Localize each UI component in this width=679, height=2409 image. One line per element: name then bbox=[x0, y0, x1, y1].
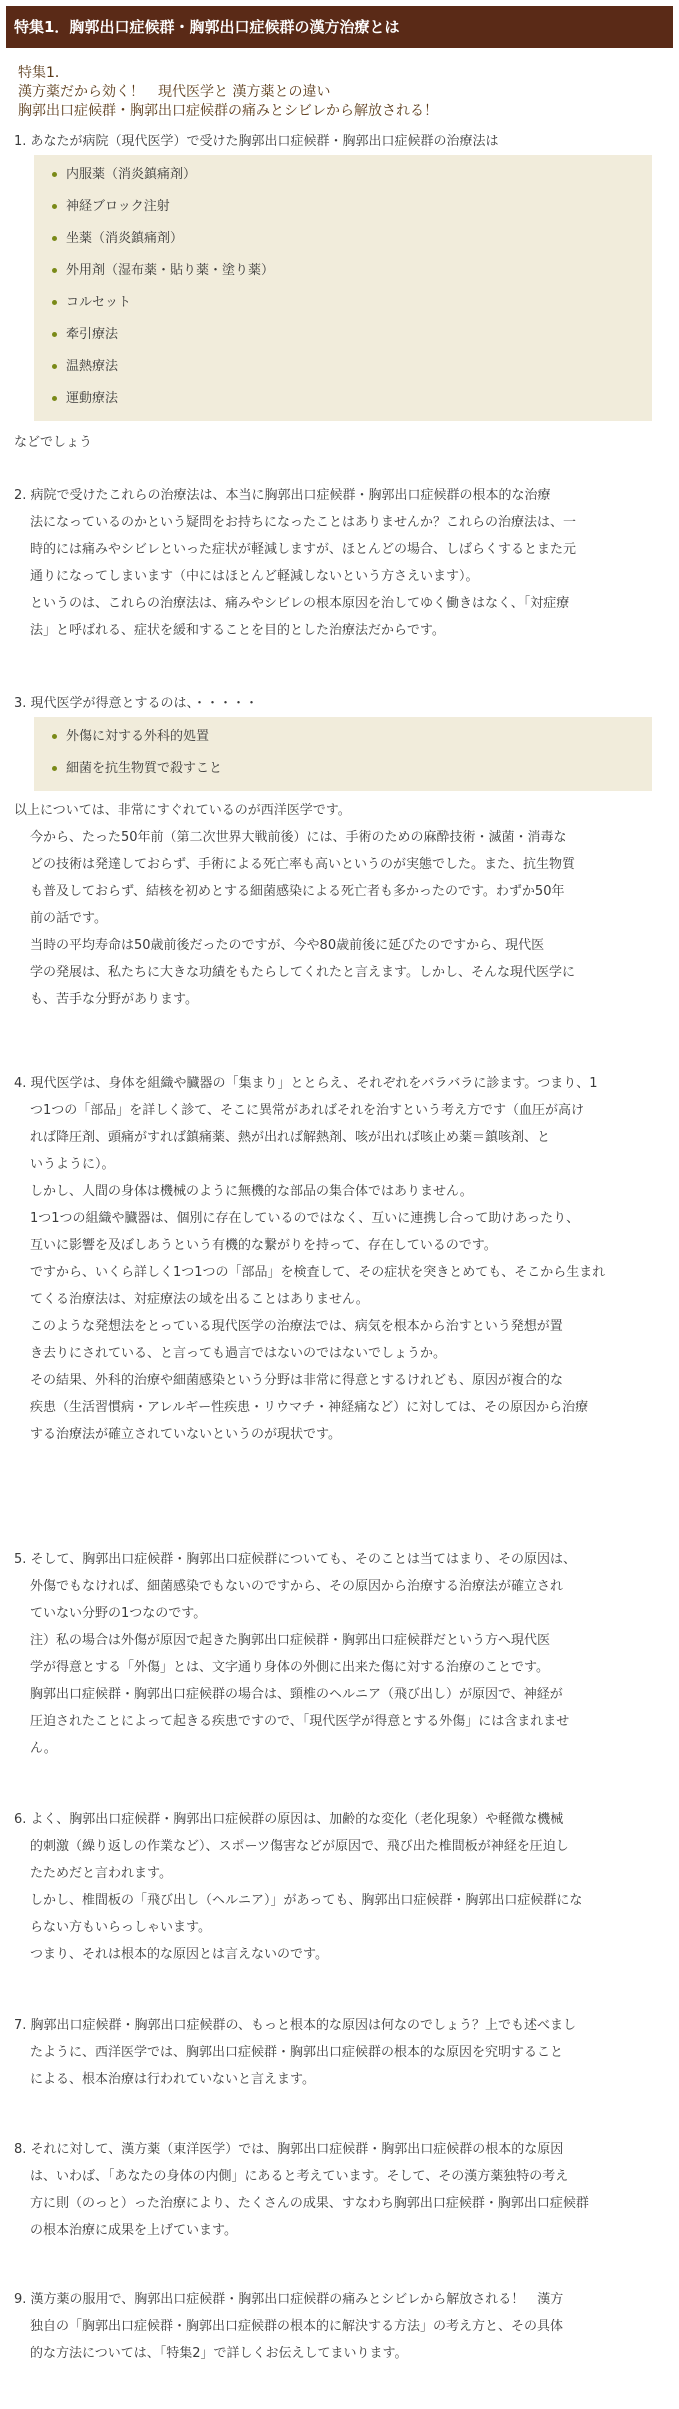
paragraph-line: 法になっているのかという疑問をお持ちになったことはありませんか？これらの治療法は、一 bbox=[30, 515, 577, 530]
paragraph-line: の根本治療に成果を上げています。 bbox=[30, 2223, 237, 2238]
intro-line: 漢方薬だから効く！ 現代医学と 漢方薬との違い bbox=[18, 84, 331, 100]
intro-line: 特集1． bbox=[18, 65, 69, 81]
paragraph-line: らない方もいらっしゃいます。 bbox=[30, 1920, 211, 1935]
list-item: コルセット bbox=[34, 287, 652, 319]
paragraph-line: 今から、たった50年前（第二次世界大戦前後）には、手術のための麻酔技術・滅菌・消毒な bbox=[30, 830, 567, 845]
paragraph-line: 以上については、非常にすぐれているのが西洋医学です。 bbox=[14, 803, 351, 818]
paragraph-line: ですから、いくら詳しく1つ1つの「部品」を検査して、その症状を突きとめても、そこから生まれ bbox=[30, 1265, 606, 1280]
section-1-lead: 1. あなたが病院（現代医学）で受けた胸郭出口症候群・胸郭出口症候群の治療法は bbox=[14, 134, 499, 149]
paragraph-line: つまり、それは根本的な原因とは言えないのです。 bbox=[30, 1947, 328, 1962]
section-1 bbox=[14, 128, 666, 456]
paragraph-line: 5. そして、胸郭出口症候群・胸郭出口症候群についても、そのことは当てはまり、その原因は、 bbox=[14, 1552, 577, 1567]
section-2 bbox=[14, 482, 666, 644]
paragraph-line: ていない分野の1つなのです。 bbox=[30, 1606, 207, 1621]
paragraph-line: つ1つの「部品」を詳しく診て、そこに異常があればそれを治すという考え方です（血圧が高け bbox=[30, 1103, 585, 1118]
section-8 bbox=[14, 2136, 666, 2244]
paragraph-line: いうように）。 bbox=[30, 1157, 115, 1172]
section-1-tail: などでしょう bbox=[14, 435, 93, 450]
treatment-list bbox=[34, 155, 652, 421]
paragraph-line: も普及しておらず、結核を初めとする細菌感染による死亡者も多かったのです。わずか50年 bbox=[30, 884, 565, 899]
paragraph-line: 疾患（生活習慣病・アレルギー性疾患・リウマチ・神経痛など）に対しては、その原因から治療 bbox=[30, 1400, 589, 1415]
paragraph-line: 当時の平均寿命は50歳前後だったのですが、今や80歳前後に延びたのですから、現代医 bbox=[30, 938, 545, 953]
paragraph-line: 方に則（のっと）った治療により、たくさんの成果、すなわち胸郭出口症候群・胸郭出口症候群 bbox=[30, 2196, 589, 2211]
paragraph-line: 法」と呼ばれる、症状を緩和することを目的とした治療法だからです。 bbox=[30, 623, 445, 638]
paragraph-line: 互いに影響を及ぼしあうという有機的な繋がりを持って、存在しているのです。 bbox=[30, 1238, 497, 1253]
paragraph-line: たように、西洋医学では、胸郭出口症候群・胸郭出口症候群の根本的な原因を究明すること bbox=[30, 2045, 564, 2060]
paragraph-line: 4. 現代医学は、身体を組織や臓器の「集まり」ととらえ、それぞれをバラバラに診ます。つまり、1 bbox=[14, 1076, 598, 1091]
section-6 bbox=[14, 1806, 666, 1968]
intro-line: 胸郭出口症候群・胸郭出口症候群の痛みとシビレから解放される！ bbox=[18, 103, 438, 119]
paragraph-line: 前の話です。 bbox=[30, 911, 107, 926]
paragraph-line: 的刺激（繰り返しの作業など）、スポーツ傷害などが原因で、飛び出た椎間板が神経を圧迫し bbox=[30, 1839, 569, 1854]
paragraph-line: 8. それに対して、漢方薬（東洋医学）では、胸郭出口症候群・胸郭出口症候群の根本的な原因 bbox=[14, 2142, 564, 2157]
paragraph-line: 的な方法については、「特集2」で詳しくお伝えしてまいります。 bbox=[30, 2346, 408, 2361]
list-item: 牽引療法 bbox=[34, 319, 652, 351]
paragraph-line: たためだと言われます。 bbox=[30, 1866, 172, 1881]
paragraph-line: 外傷でもなければ、細菌感染でもないのですから、その原因から治療する治療法が確立され bbox=[30, 1579, 564, 1594]
paragraph-line: 注）私の場合は外傷が原因で起きた胸郭出口症候群・胸郭出口症候群だという方へ現代医 bbox=[30, 1633, 551, 1648]
paragraph-line: 独自の「胸郭出口症候群・胸郭出口症候群の根本的に解決する方法」の考え方と、その具体 bbox=[30, 2319, 564, 2334]
paragraph-line: 胸郭出口症候群・胸郭出口症候群の場合は、頸椎のヘルニア（飛び出し）が原因で、神経が bbox=[30, 1687, 563, 1702]
paragraph-line: 7. 胸郭出口症候群・胸郭出口症候群の、もっと根本的な原因は何なのでしょう？上でも述べまし bbox=[14, 2018, 577, 2033]
list-item: 外傷に対する外科的処置 bbox=[34, 721, 652, 753]
paragraph-line: 9. 漢方薬の服用で、胸郭出口症候群・胸郭出口症候群の痛みとシビレから解放される！ 漢方 bbox=[14, 2292, 564, 2307]
paragraph-line: しかし、人間の身体は機械のように無機的な部品の集合体ではありません。 bbox=[30, 1184, 473, 1199]
paragraph-line: しかし、椎間板の「飛び出し（ヘルニア）」があっても、胸郭出口症候群・胸郭出口症候群にな bbox=[30, 1893, 583, 1908]
list-item: 温熱療法 bbox=[34, 351, 652, 383]
paragraph-line: その結果、外科的治療や細菌感染という分野は非常に得意とするけれども、原因が複合的な bbox=[30, 1373, 564, 1388]
paragraph-line: は、いわば、「あなたの身体の内側」にあると考えています。そして、その漢方薬独特の考え bbox=[30, 2169, 569, 2184]
paragraph-line: も、苦手な分野があります。 bbox=[30, 992, 198, 1007]
paragraph-line: どの技術は発達しておらず、手術による死亡率も高いというのが実態でした。また、抗生物質 bbox=[30, 857, 575, 872]
paragraph-line: 時的には痛みやシビレといった症状が軽減しますが、ほとんどの場合、しばらくするとまた元 bbox=[30, 542, 577, 557]
section-9 bbox=[14, 2286, 666, 2367]
paragraph-line: というのは、これらの治療法は、痛みやシビレの根本原因を治してゆく働きはなく、「対症療 bbox=[30, 596, 570, 611]
section-5 bbox=[14, 1546, 666, 1762]
paragraph-line: てくる治療法は、対症療法の域を出ることはありません。 bbox=[30, 1292, 369, 1307]
list-item: 細菌を抗生物質で殺すこと bbox=[34, 753, 652, 785]
section-7 bbox=[14, 2012, 666, 2093]
section-3 bbox=[14, 690, 666, 1013]
list-item: 運動療法 bbox=[34, 383, 652, 415]
paragraph-line: ん。 bbox=[30, 1741, 57, 1756]
paragraph-line: 圧迫されたことによって起きる疾患ですので、「現代医学が得意とする外傷」には含まれませ bbox=[30, 1714, 570, 1729]
list-item: 内服薬（消炎鎮痛剤） bbox=[34, 159, 652, 191]
paragraph-line: 学の発展は、私たちに大きな功績をもたらしてくれたと言えます。しかし、そんな現代医学に bbox=[30, 965, 575, 980]
paragraph-line: 1つ1つの組織や臓器は、個別に存在しているのではなく、互いに連携し合って助けあったり、 bbox=[30, 1211, 580, 1226]
list-item: 外用剤（湿布薬・貼り薬・塗り薬） bbox=[34, 255, 652, 287]
paragraph-line: 通りになってしまいます（中にはほとんど軽減しないという方さえいます）。 bbox=[30, 569, 479, 584]
list-item: 神経ブロック注射 bbox=[34, 191, 652, 223]
list-item: 坐薬（消炎鎮痛剤） bbox=[34, 223, 652, 255]
paragraph-line: 2. 病院で受けたこれらの治療法は、本当に胸郭出口症候群・胸郭出口症候群の根本的な治療 bbox=[14, 488, 551, 503]
paragraph-line: き去りにされている、と言っても過言ではないのではないでしょうか。 bbox=[30, 1346, 447, 1361]
paragraph-line: する治療法が確立されていないというのが現状です。 bbox=[30, 1427, 341, 1442]
section-3-lead: 3. 現代医学が得意とするのは、・・・・・ bbox=[14, 696, 259, 711]
paragraph-line: による、根本治療は行われていないと言えます。 bbox=[30, 2072, 315, 2087]
paragraph-line: 6. よく、胸郭出口症候群・胸郭出口症候群の原因は、加齢的な変化（老化現象）や軽微な機械 bbox=[14, 1812, 564, 1827]
paragraph-line: れば降圧剤、頭痛がすれば鎮痛薬、熱が出れば解熱剤、咳が出れば咳止め薬＝鎮咳剤、と bbox=[30, 1130, 551, 1145]
intro-heading bbox=[18, 64, 658, 121]
paragraph-line: 学が得意とする「外傷」とは、文字通り身体の外側に出来た傷に対する治療のことです。 bbox=[30, 1660, 549, 1675]
page-title: 特集1．胸郭出口症候群・胸郭出口症候群の漢方治療とは bbox=[6, 6, 673, 48]
strengths-list bbox=[34, 717, 652, 791]
section-4 bbox=[14, 1070, 666, 1448]
paragraph-line: このような発想法をとっている現代医学の治療法では、病気を根本から治すという発想が置 bbox=[30, 1319, 563, 1334]
